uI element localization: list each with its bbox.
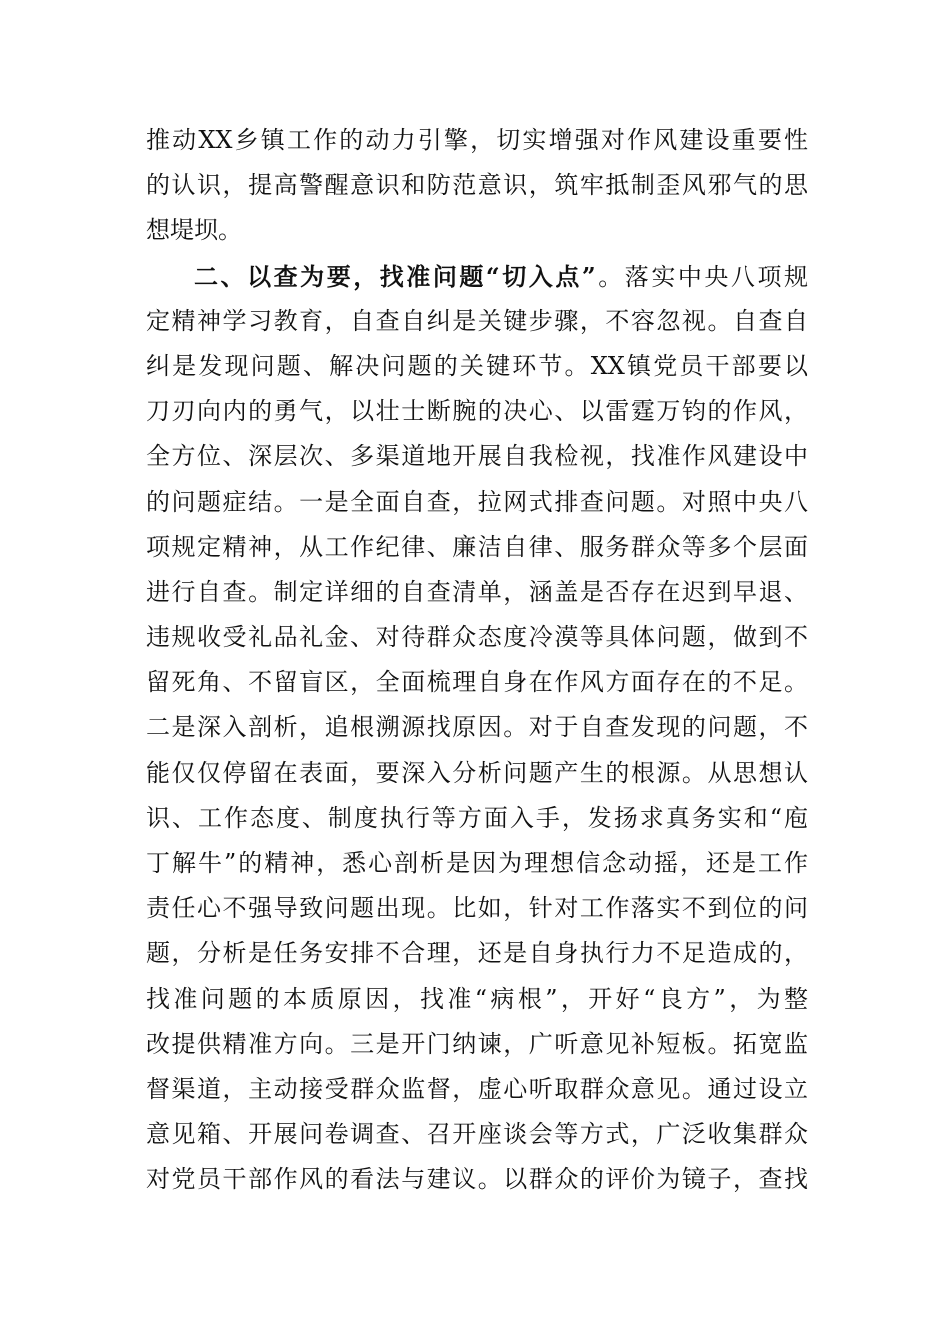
text-line: 责任心不强导致问题出现。比如，针对工作落实不到位的问 (146, 894, 808, 923)
section-heading: 二、以查为要，找准问题“切入点” (194, 261, 596, 291)
text-line: 违规收受礼品礼金、对待群众态度冷漠等具体问题，做到不 (146, 623, 808, 652)
text-line: 丁解牛”的精神，悉心剖析是因为理想信念动摇，还是工作 (146, 849, 808, 877)
text-line: 刀刃向内的勇气，以壮士断腕的决心、以雷霆万钧的作风， (146, 397, 808, 426)
text-line: 项规定精神，从工作纪律、廉洁自律、服务群众等多个层面 (146, 532, 808, 561)
text-line: 想堤坝。 (146, 216, 242, 245)
text-line: 识、工作态度、制度执行等方面入手，发扬求真务实和“庖 (146, 803, 808, 832)
text-line: 督渠道，主动接受群众监督，虚心听取群众意见。通过设立 (146, 1074, 808, 1103)
text-line: 题，分析是任务安排不合理，还是自身执行力不足造成的， (146, 939, 808, 968)
text-line: 进行自查。制定详细的自查清单，涵盖是否存在迟到早退、 (146, 577, 808, 606)
text-line: 改提供精准方向。三是开门纳谏，广听意见补短板。拓宽监 (146, 1029, 808, 1058)
text-line: 的认识，提高警醒意识和防范意识，筑牢抵制歪风邪气的思 (146, 171, 808, 200)
text-line: 纠是发现问题、解决问题的关键环节。XX镇党员干部要以 (146, 351, 808, 380)
text-line: 意见箱、开展问卷调查、召开座谈会等方式，广泛收集群众 (146, 1120, 808, 1149)
text-line: 定精神学习教育，自查自纠是关键步骤，不容忽视。自查自 (146, 306, 808, 335)
section-heading-line (146, 254, 808, 299)
text-line: 对党员干部作风的看法与建议。以群众的评价为镜子，查找 (146, 1165, 808, 1194)
text-line: 二是深入剖析，追根溯源找原因。对于自查发现的问题，不 (146, 713, 808, 742)
text-line: 推动XX乡镇工作的动力引擎，切实增强对作风建设重要性 (146, 126, 808, 154)
text-line: 留死角、不留盲区，全面梳理自身在作风方面存在的不足。 (146, 668, 808, 697)
text-line: 能仅仅停留在表面，要深入分析问题产生的根源。从思想认 (146, 758, 808, 787)
section-heading-continuation: 。落实中央八项规 (595, 262, 809, 291)
body-text (146, 118, 808, 1203)
text-line: 全方位、深层次、多渠道地开展自我检视，找准作风建设中 (146, 442, 808, 471)
text-line: 找准问题的本质原因，找准“病根”，开好“良方”，为整 (146, 984, 808, 1013)
text-line: 的问题症结。一是全面自查，拉网式排查问题。对照中央八 (146, 487, 808, 516)
